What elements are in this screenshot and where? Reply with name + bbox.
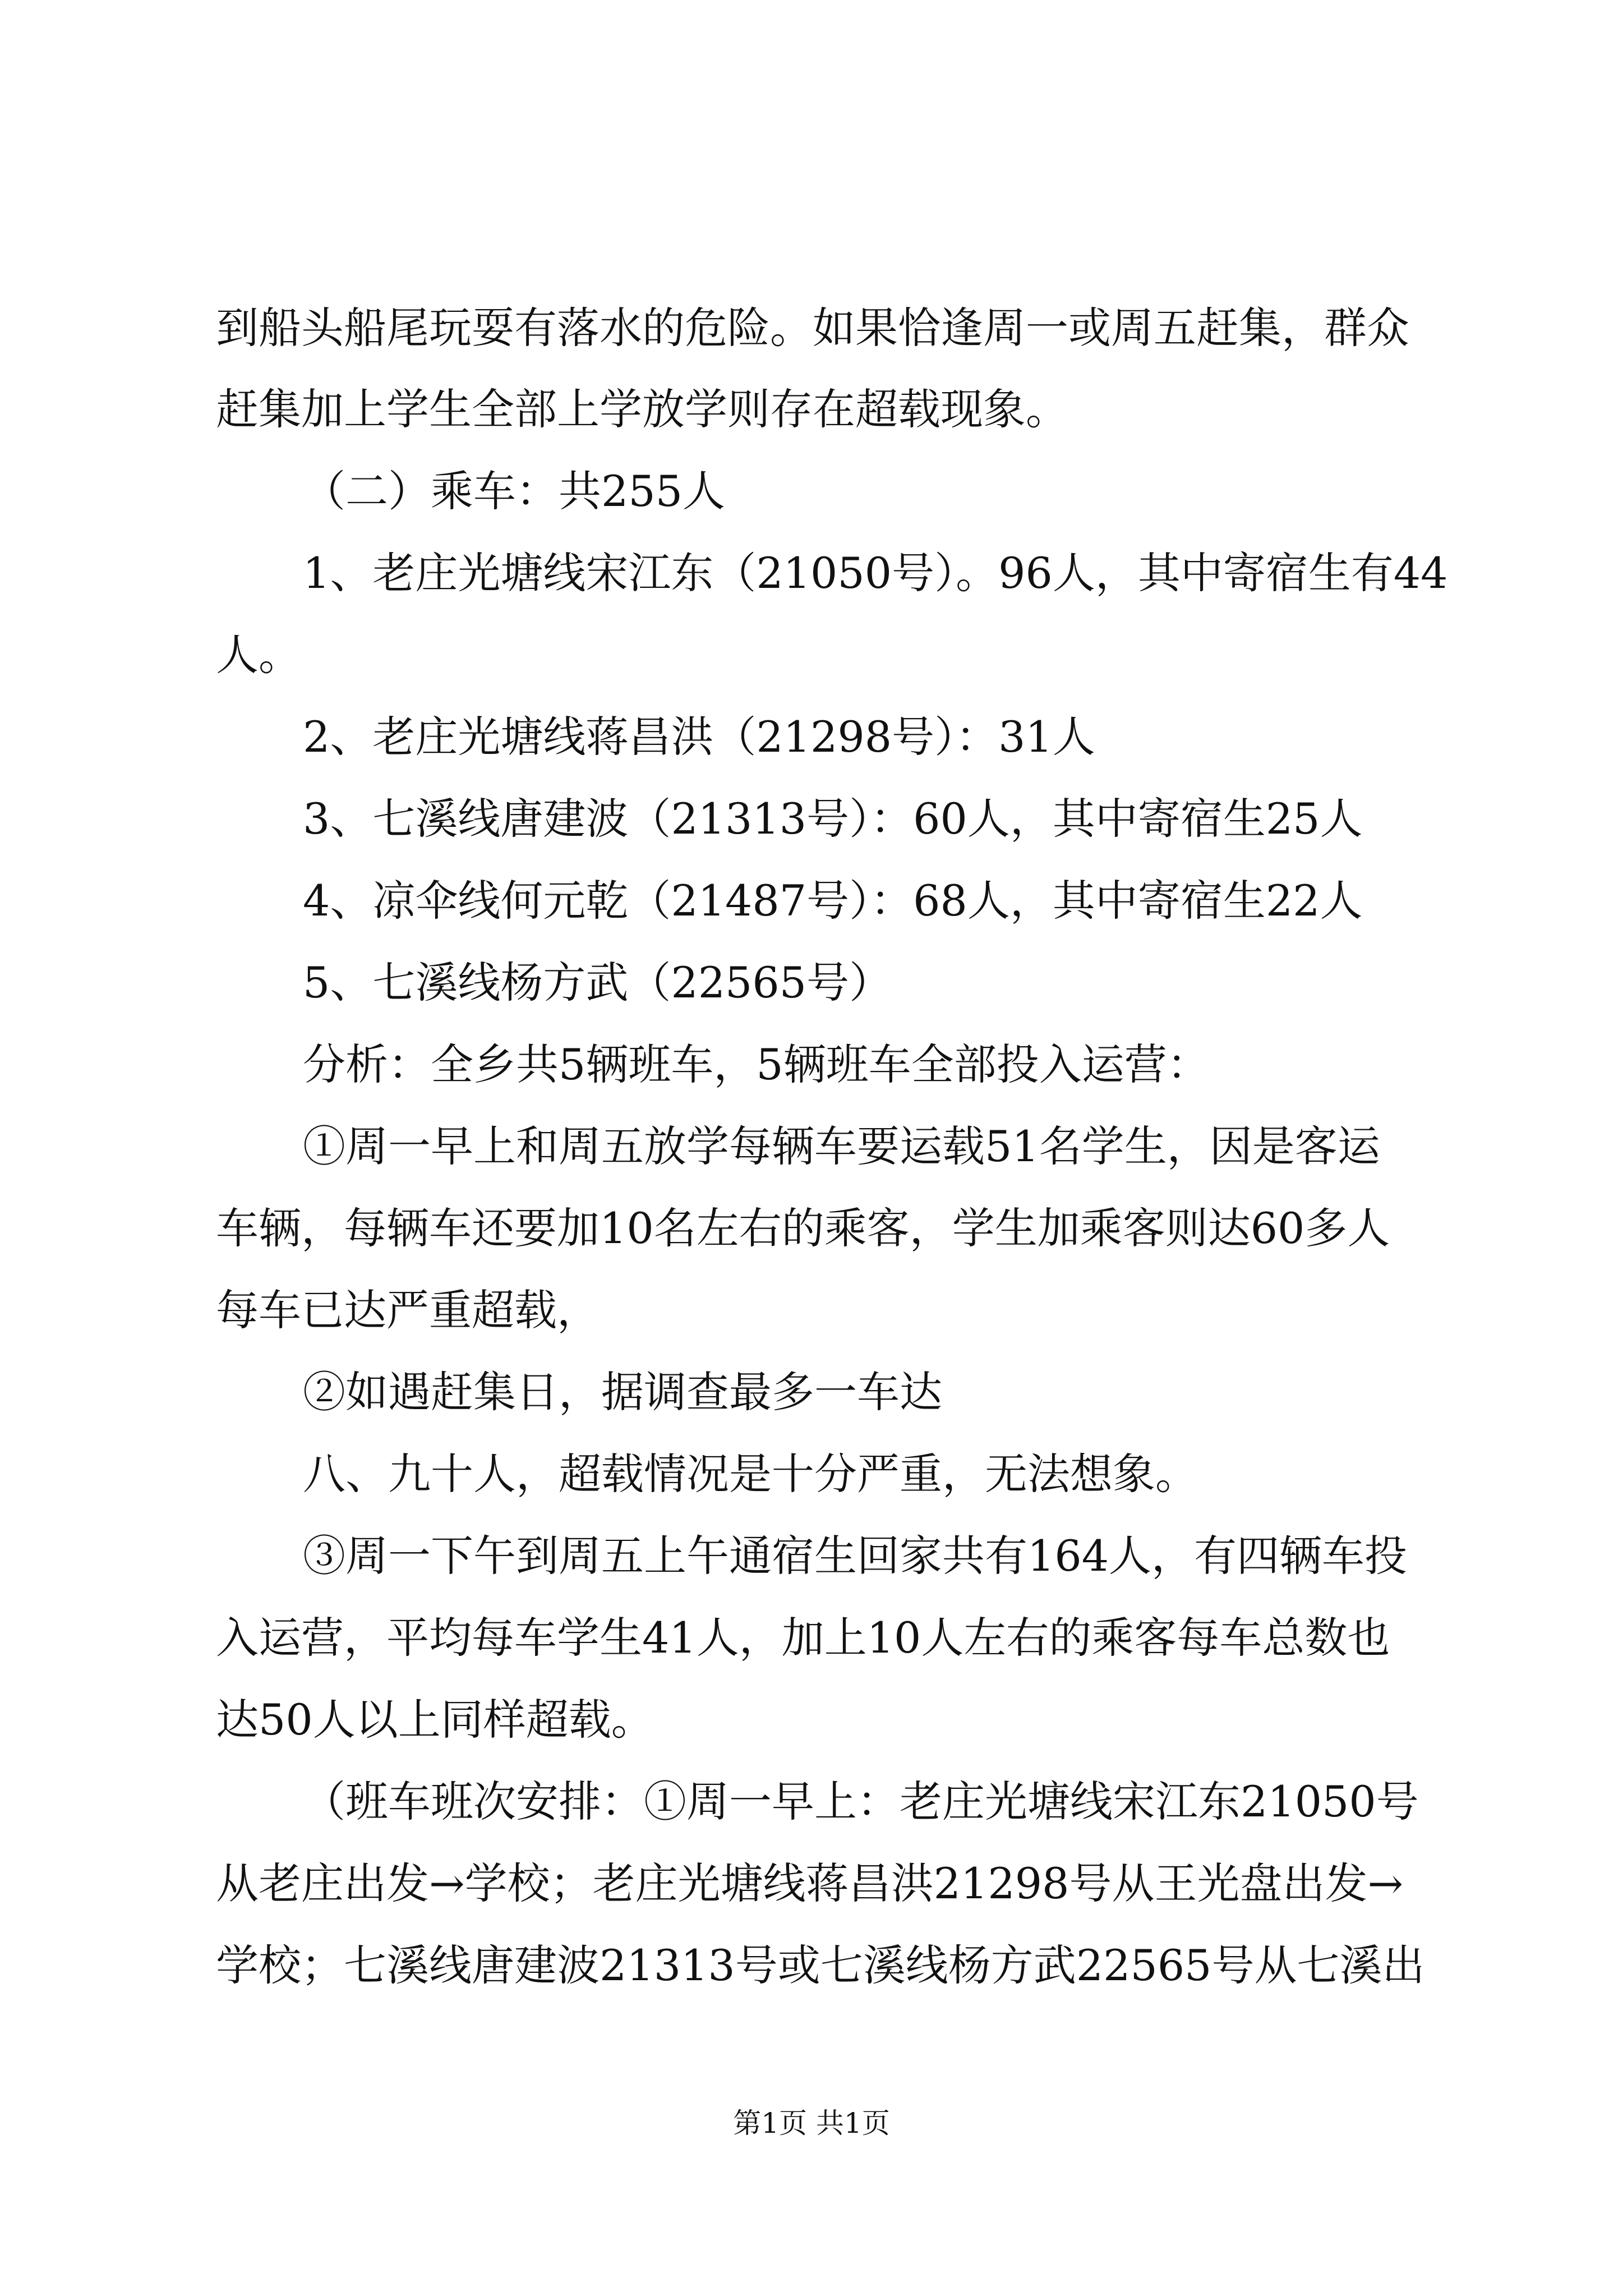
body-text-line: 赶集加上学生全部上学放学则存在超载现象。 xyxy=(216,384,1068,434)
body-text-line: （班车班次安排：①周一早上：老庄光塘线宋江东21050号 xyxy=(303,1777,1419,1826)
body-text-line: 从老庄出发→学校；老庄光塘线蒋昌洪21298号从王光盘出发→ xyxy=(216,1858,1404,1908)
body-text-line: 1、老庄光塘线宋江东（21050号）。96人，其中寄宿生有44 xyxy=(303,548,1448,598)
body-text-line: 2、老庄光塘线蒋昌洪（21298号）：31人 xyxy=(303,712,1095,762)
body-text-line: 入运营，平均每车学生41人，加上10人左右的乘客每车总数也 xyxy=(216,1613,1390,1663)
body-text-line: ②如遇赶集日，据调查最多一车达 xyxy=(303,1367,942,1417)
body-text-line: ③周一下午到周五上午通宿生回家共有164人，有四辆车投 xyxy=(303,1531,1408,1581)
section-heading: （二）乘车：共255人 xyxy=(303,466,726,516)
body-text-line: 分析：全乡共5辆班车，5辆班车全部投入运营： xyxy=(303,1039,1210,1089)
body-text-line: 每车已达严重超载， xyxy=(216,1285,600,1335)
body-text-line: ①周一早上和周五放学每辆车要运载51名学生，因是客运 xyxy=(303,1121,1380,1171)
body-text-line: 人。 xyxy=(216,630,301,680)
body-text-line: 车辆，每辆车还要加10名左右的乘客，学生加乘客则达60多人 xyxy=(216,1203,1390,1253)
body-text-line: 5、七溪线杨方武（22565号） xyxy=(303,958,892,1007)
body-text-line: 达50人以上同样超载。 xyxy=(216,1695,654,1745)
body-text-line: 八、九十人，超载情况是十分严重，无法想象。 xyxy=(303,1449,1198,1499)
body-text-line: 4、凉伞线何元乾（21487号）：68人，其中寄宿生22人 xyxy=(303,876,1363,926)
body-text-line: 到船头船尾玩耍有落水的危险。如果恰逢周一或周五赶集，群众 xyxy=(216,303,1409,353)
body-text-line: 学校；七溪线唐建波21313号或七溪线杨方武22565号从七溪出 xyxy=(216,1940,1425,1990)
body-text-line: 3、七溪线唐建波（21313号）：60人，其中寄宿生25人 xyxy=(303,794,1363,844)
page-footer: 第1页 共1页 xyxy=(733,2107,890,2139)
